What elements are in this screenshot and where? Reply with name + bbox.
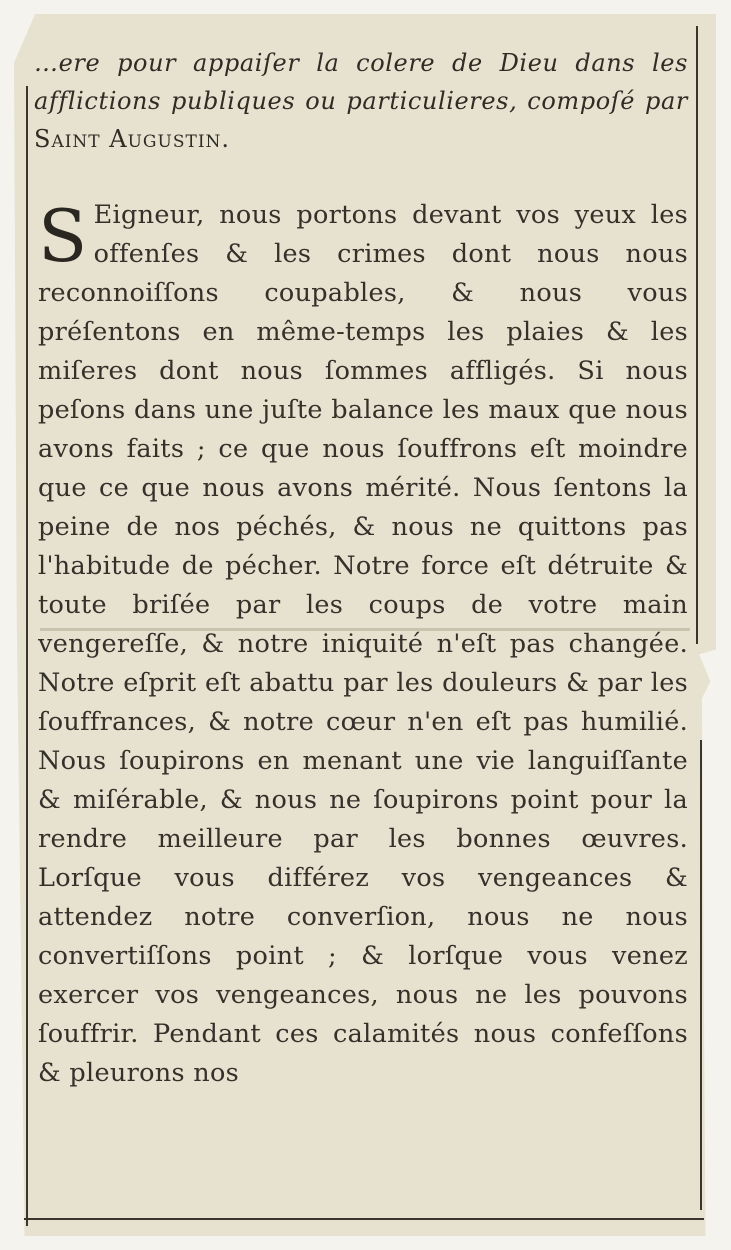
author-name: Saint Augustin. (34, 125, 231, 153)
title-text: …ere pour appaiſer la colere de Dieu dans les afflictions publiques ou particulieres, compoſé par (34, 49, 688, 115)
prayer-text: Eigneur, nous portons devant vos yeux les offenſes & les crimes dont nous nous reconnoiſſons coupables, & nous vous préſentons en même-temps les plaies & les miſeres dont nous ſommes affligés. Si nous peſons dans une juſte balance les maux que nous avons faits ; ce que nous ſouffrons eſt moindre que ce que nous avons mérité. Nous ſentons la peine de nos péchés, & nous ne quittons pas l'habitude de pécher. Notre force eſt détruite & toute briſée par les coups de votre main vengereſſe, & notre iniquité n'eſt pas changée. Notre eſprit eſt abattu par les douleurs & par les ſouffrances, & notre cœur n'en eſt pas humilié. Nous ſoupirons en menant une vie languiſſante & miſérable, & nous ne ſoupirons point pour la rendre meilleure par les bonnes œuvres. Lorſque vous différez vos vengeances & attendez notre converſion, nous ne nous convertiſſons point ; & lorſque vous venez exercer vos vengeances, nous ne les pouvons ſouffrir. Pendant ces calamités nous confeſſons & pleurons nos (38, 200, 688, 1088)
left-border-rule (26, 86, 28, 1226)
prayer-body (38, 196, 688, 1093)
prayer-title (34, 44, 688, 158)
right-border-rule-lower (700, 740, 702, 1210)
drop-cap: S (38, 194, 88, 278)
bottom-border-rule (24, 1218, 704, 1220)
right-border-rule-upper (696, 26, 698, 644)
